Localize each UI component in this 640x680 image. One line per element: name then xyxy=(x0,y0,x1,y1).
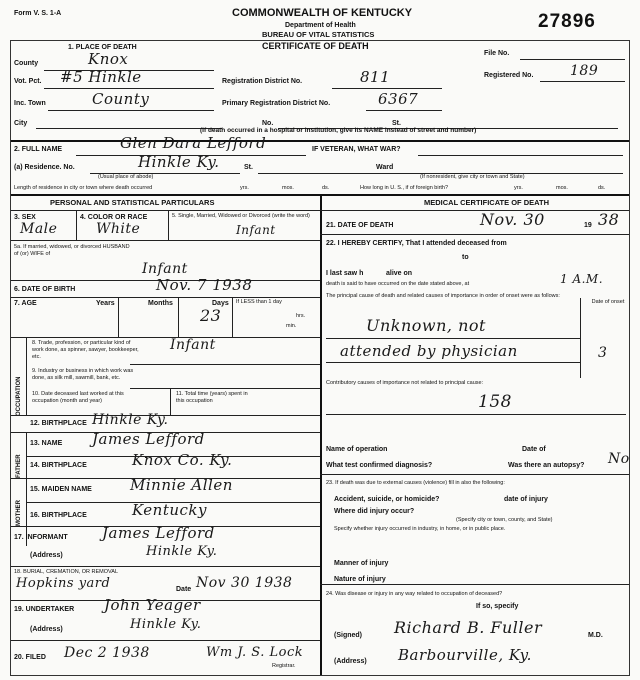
last-saw-label: I last saw h xyxy=(326,270,364,277)
operation-date-label: Date of xyxy=(522,446,546,453)
st-label: St. xyxy=(392,120,401,127)
county-value: Knox xyxy=(88,50,129,68)
veteran-label: IF VETERAN, WHAT WAR? xyxy=(312,146,401,153)
length-yrs: yrs. xyxy=(240,185,249,191)
contributory-label: Contributory causes of importance not related to principal cause: xyxy=(326,380,484,386)
residence-st-label: St. xyxy=(244,164,253,171)
undertaker-address-value: Hinkle Ky. xyxy=(130,617,202,632)
age-days-value: 23 xyxy=(200,306,222,325)
mother-side-label: MOTHER xyxy=(16,500,22,526)
place-of-death-label: 1. PLACE OF DEATH xyxy=(68,44,137,51)
date-of-death-label: 21. DATE OF DEATH xyxy=(326,222,394,229)
registrar-signature: Wm J. S. Lock xyxy=(206,645,304,660)
date-of-injury-label: date of injury xyxy=(504,496,548,503)
father-name-label: 13. NAME xyxy=(30,440,63,447)
date-of-death-year: 38 xyxy=(598,210,620,229)
father-birthplace-value: Knox Co. Ky. xyxy=(132,451,233,469)
color-value: White xyxy=(96,221,141,237)
accident-label: Accident, suicide, or homicide? xyxy=(334,496,440,503)
age-months-label: Months xyxy=(148,300,173,307)
date-of-onset-header: Date of onset xyxy=(591,299,625,305)
autopsy-label: Was there an autopsy? xyxy=(508,462,585,469)
cause-onset-value: 3 xyxy=(598,345,608,361)
primary-district-label: Primary Registration District No. xyxy=(222,100,331,107)
registered-label: Registered No. xyxy=(484,72,534,79)
length-residence-label: Length of residence in city or town where death occurred xyxy=(14,185,153,191)
occupation-side-label: OCCUPATION xyxy=(16,376,22,416)
undertaker-value: John Yeager xyxy=(104,596,201,614)
trade-label: 8. Trade, profession, or particular kind of work done, as spinner, sawyer, bookkeeper, etc. xyxy=(32,340,139,360)
spouse-label: 5a. If married, widowed, or divorced HUSBAND of (or) WIFE of xyxy=(14,244,130,258)
undertaker-address-label: (Address) xyxy=(30,626,63,633)
undertaker-label: 19. UNDERTAKER xyxy=(14,606,75,613)
filed-value: Dec 2 1938 xyxy=(64,645,150,661)
vot-pct-value: #5 Hinkle xyxy=(60,68,142,86)
primary-district-value: 6367 xyxy=(378,90,419,108)
burial-date-label: Date xyxy=(176,586,192,593)
alive-on-label: alive on xyxy=(386,270,413,277)
department-heading: Department of Health xyxy=(285,22,356,29)
father-birthplace-label: 14. BIRTHPLACE xyxy=(30,462,87,469)
specify-industry-label: Specify whether injury occurred in industry, in home, or in public place. xyxy=(334,526,506,532)
if-so-specify-label: If so, specify xyxy=(476,603,519,610)
no-label: No. xyxy=(262,120,274,127)
date-of-death-year-prefix: 19 xyxy=(584,222,592,229)
full-name-label: 2. FULL NAME xyxy=(14,146,63,153)
mother-birthplace-label: 16. BIRTHPLACE xyxy=(30,512,87,519)
vot-pct-label: Vot. Pct. xyxy=(14,78,42,85)
hrs-label: hrs. xyxy=(296,313,306,319)
mother-birthplace-value: Kentucky xyxy=(132,501,207,519)
mother-name-value: Minnie Allen xyxy=(130,476,233,494)
hospital-note: (If death occurred in a hospital or institution, give its NAME instead of street and number) xyxy=(200,127,477,134)
burial-label: 18. BURIAL, CREMATION, OR REMOVAL xyxy=(14,569,119,575)
spouse-value: Infant xyxy=(142,261,188,277)
residence-label: (a) Residence. No. xyxy=(14,164,75,171)
bureau-heading: BUREAU OF VITAL STATISTICS xyxy=(262,30,375,39)
physician-address-label: (Address) xyxy=(334,658,367,665)
burial-date-value: Nov 30 1938 xyxy=(196,575,293,591)
informant-address-value: Hinkle Ky. xyxy=(146,544,218,559)
birthplace-value: Hinkle Ky. xyxy=(92,412,169,428)
informant-address-label: (Address) xyxy=(30,552,63,559)
mother-name-label: 15. MAIDEN NAME xyxy=(30,486,92,493)
file-label: File No. xyxy=(484,50,510,57)
where-injury-label: Where did injury occur? xyxy=(334,508,415,515)
physician-signature: Richard B. Fuller xyxy=(394,618,543,637)
birthplace-label: 12. BIRTHPLACE xyxy=(30,420,87,427)
death-time-value: 1 A.M. xyxy=(560,272,604,286)
nature-injury-label: Nature of injury xyxy=(334,576,386,583)
length-ds: ds. xyxy=(322,185,330,191)
md-label: M.D. xyxy=(588,632,603,639)
filed-label: 20. FILED xyxy=(14,654,46,661)
certificate-number: 27896 xyxy=(538,11,596,32)
inc-town-label: Inc. Town xyxy=(14,100,46,107)
form-number: Form V. S. 1-A xyxy=(14,10,62,17)
certify-to-label: to xyxy=(462,254,469,261)
operation-label: Name of operation xyxy=(326,446,388,453)
less-than-day-label: If LESS than 1 day xyxy=(236,299,282,305)
cause-line-2: attended by physician xyxy=(340,342,518,360)
usual-abode-note: (Usual place of abode) xyxy=(98,174,154,180)
us-ds: ds. xyxy=(598,185,606,191)
cause-line-1: Unknown, not xyxy=(366,316,486,335)
date-of-death-value: Nov. 30 xyxy=(480,210,545,229)
certificate-title: CERTIFICATE OF DEATH xyxy=(262,41,369,51)
marital-label: 5. Single, Married, Widowed or Divorced (write the word) xyxy=(172,213,310,219)
residence-ward-label: Ward xyxy=(376,164,394,171)
commonwealth-heading: COMMONWEALTH OF KENTUCKY xyxy=(232,7,413,19)
medical-heading: MEDICAL CERTIFICATE OF DEATH xyxy=(424,198,549,207)
informant-value: James Lefford xyxy=(102,524,215,542)
certify-label: 22. I HEREBY CERTIFY, That I attended deceased from xyxy=(326,240,507,247)
dob-value: Nov. 7 1938 xyxy=(156,276,253,294)
father-name-value: James Lefford xyxy=(92,430,205,448)
total-time-label: 11. Total time (years) spent in this occupation xyxy=(176,391,248,404)
trade-value: Infant xyxy=(170,337,216,353)
dob-label: 6. DATE OF BIRTH xyxy=(14,286,76,293)
occupation-related-label: 24. Was disease or injury in any way related to occupation of deceased? xyxy=(326,591,503,597)
inc-town-value: County xyxy=(92,90,150,108)
burial-place-value: Hopkins yard xyxy=(16,576,111,591)
personal-heading: PERSONAL AND STATISTICAL PARTICULARS xyxy=(50,198,215,207)
registration-district-label: Registration District No. xyxy=(222,78,303,85)
us-residence-label: How long in U. S., if of foreign birth? xyxy=(360,185,449,191)
manner-injury-label: Manner of injury xyxy=(334,560,389,567)
city-label: City xyxy=(14,120,28,127)
sex-value: Male xyxy=(20,221,58,237)
sex-label: 3. SEX xyxy=(14,214,36,221)
marital-value: Infant xyxy=(236,223,276,237)
nonresident-note: (If nonresident, give city or town and State) xyxy=(420,174,525,180)
industry-label: 9. Industry or business in which work was done, as silk mill, sawmill, bank, etc. xyxy=(32,368,134,381)
full-name-value: Glen Dara Lefford xyxy=(120,134,267,152)
us-mos: mos. xyxy=(556,185,568,191)
age-days-label: Days xyxy=(212,300,229,307)
signed-label: (Signed) xyxy=(334,632,362,639)
registration-district-value: 811 xyxy=(360,68,391,86)
us-yrs: yrs. xyxy=(514,185,523,191)
specify-city-note: (Specify city or town, county, and State) xyxy=(456,517,553,523)
residence-value: Hinkle Ky. xyxy=(138,153,220,171)
autopsy-value: No xyxy=(608,451,630,467)
father-side-label: FATHER xyxy=(16,454,22,478)
contributory-value: 158 xyxy=(478,392,512,412)
registrar-label: Registrar. xyxy=(272,663,296,669)
age-label: 7. AGE xyxy=(14,300,37,307)
length-mos: mos. xyxy=(282,185,294,191)
physician-address-value: Barbourville, Ky. xyxy=(398,646,532,664)
min-label: min. xyxy=(286,323,297,329)
principal-cause-label: The principal cause of death and related causes of importance in order of onset were as follows: xyxy=(326,293,560,299)
registered-number: 189 xyxy=(570,63,599,79)
test-confirmed-label: What test confirmed diagnosis? xyxy=(326,462,433,469)
last-worked-label: 10. Date deceased last worked at this occupation (month and year) xyxy=(32,391,124,404)
color-label: 4. COLOR OR RACE xyxy=(80,214,148,221)
death-occurred-label: death is said to have occurred on the date stated above, at xyxy=(326,281,470,287)
age-years-label: Years xyxy=(96,300,115,307)
county-label: County xyxy=(14,60,39,67)
informant-label: 17. INFORMANT xyxy=(14,534,68,541)
external-causes-label: 23. If death was due to external causes (violence) fill in also the following: xyxy=(326,480,505,486)
